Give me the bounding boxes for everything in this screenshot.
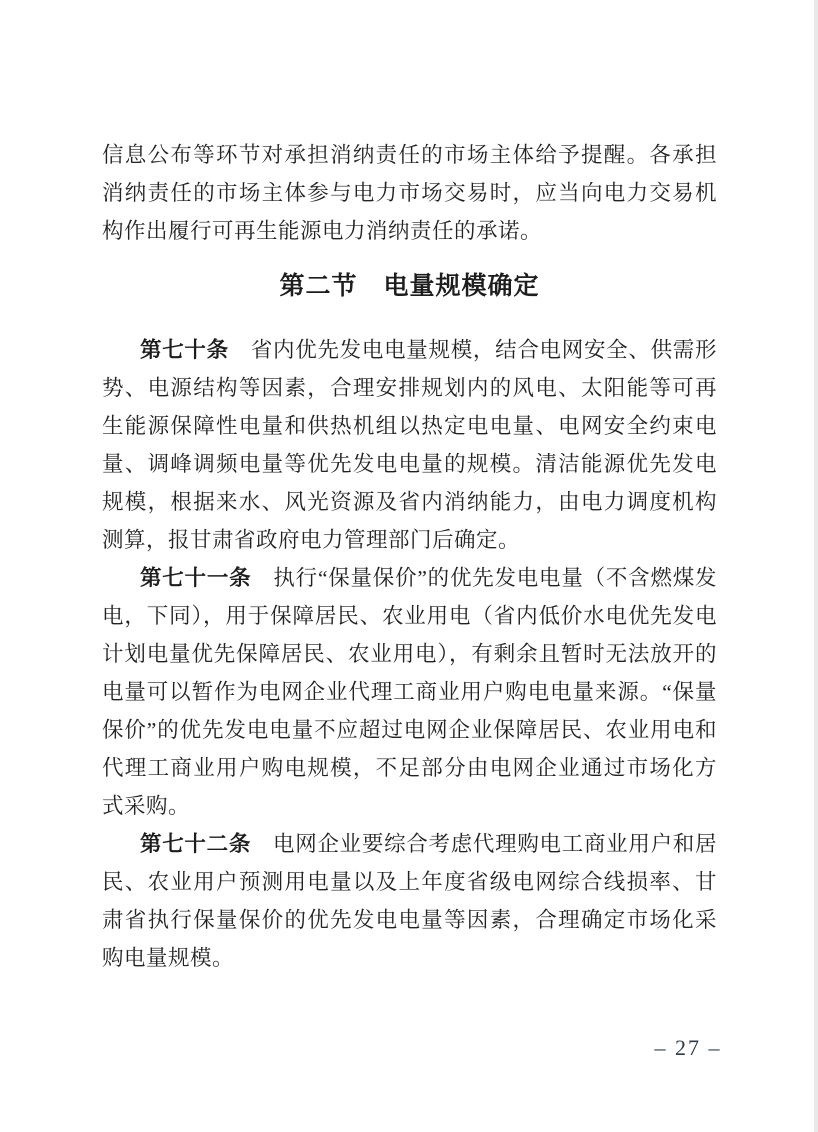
article-72-paragraph (102, 825, 717, 977)
page-number: – 27 – (654, 1035, 722, 1060)
section-heading: 第二节 电量规模确定 (279, 272, 540, 300)
article-71-body: 执行“保量保价”的优先发电电量（不含燃煤发电，下同），用于保障居民、农业用电（省内低价水电优先发电计划电量优先保障居民、农业用电），有剩余且暂时无法放开的电量可以暂作为电网企业代理工商业用户购电电量来源。“保量保价”的优先发电电量不应超过电网企业保障居民、农业用电和代理工商业用户购电规模，不足部分由电网企业通过市场化方式采购。 (102, 566, 717, 818)
article-70-paragraph (102, 331, 717, 559)
page-edge-shadow (814, 0, 818, 1132)
article-70-label: 第七十条 (140, 338, 229, 362)
article-70-body: 省内优先发电电量规模，结合电网安全、供需形势、电源结构等因素，合理安排规划内的风电、太阳能等可再生能源保障性电量和供热机组以热定电电量、电网安全约束电量、调峰调频电量等优先发电电量的规模。清洁能源优先发电规模，根据来水、风光资源及省内消纳能力，由电力调度机构测算，报甘肃省政府电力管理部门后确定。 (102, 338, 717, 552)
continuation-paragraph: 信息公布等环节对承担消纳责任的市场主体给予提醒。各承担消纳责任的市场主体参与电力市场交易时，应当向电力交易机构作出履行可再生能源电力消纳责任的承诺。 (102, 143, 717, 243)
article-72-label: 第七十二条 (140, 832, 252, 856)
article-71-label: 第七十一条 (140, 566, 252, 590)
article-72-body: 电网企业要综合考虑代理购电工商业用户和居民、农业用户预测用电量以及上年度省级电网综合线损率、甘肃省执行保量保价的优先发电电量等因素，合理确定市场化采购电量规模。 (102, 832, 717, 970)
page-content (102, 136, 717, 977)
article-71-paragraph (102, 559, 717, 825)
